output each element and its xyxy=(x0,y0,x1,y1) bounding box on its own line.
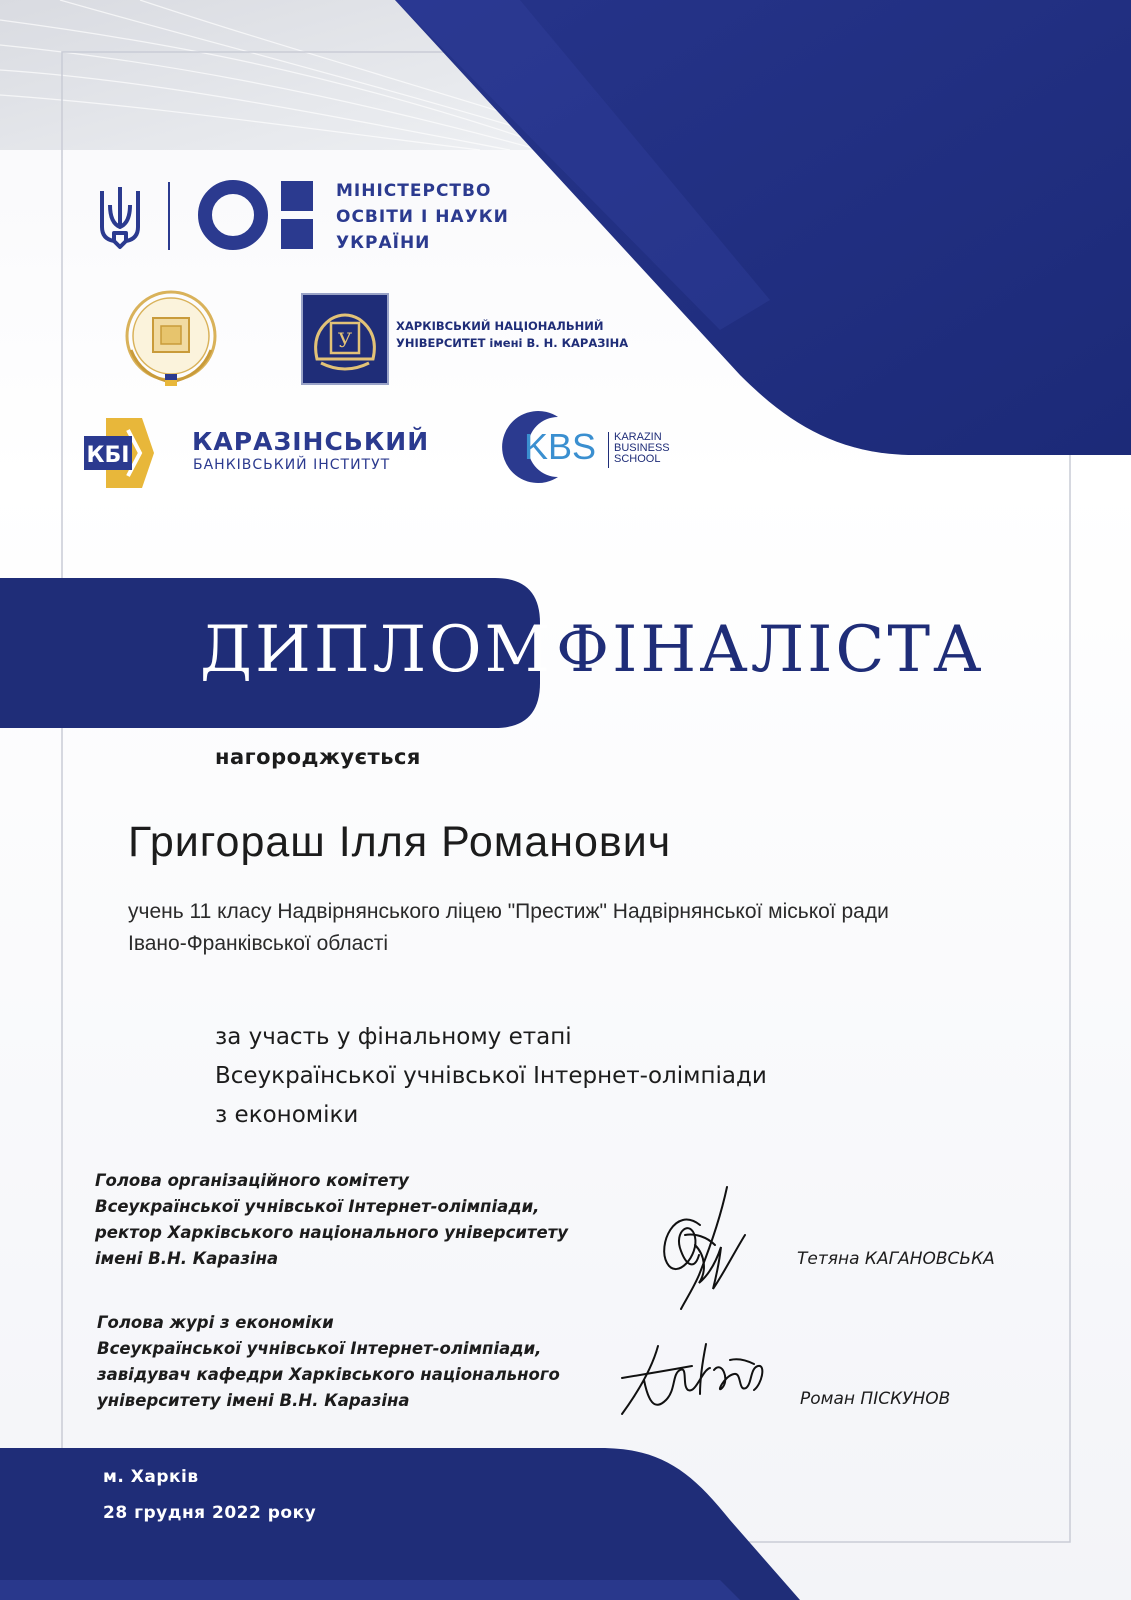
ministry-name xyxy=(336,178,566,256)
kbs-divider xyxy=(608,432,609,468)
position-line: Голова журі з економіки xyxy=(97,1313,334,1332)
diploma-title-word: ДИПЛОМ xyxy=(200,613,554,687)
kbs-name xyxy=(614,432,670,465)
gold-seal-emblem xyxy=(121,288,221,390)
emblem-letter: У xyxy=(337,328,353,352)
signatory-1-position xyxy=(95,1168,568,1272)
kbs-line: SCHOOL xyxy=(614,453,661,465)
university-line: ХАРКІВСЬКИЙ НАЦІОНАЛЬНИЙ xyxy=(396,319,604,333)
recipient-description-line: учень 11 класу Надвірнянського ліцею "Престиж" Надвірнянської міської ради xyxy=(128,900,889,923)
recipient-name: Григораш Ілля Романович xyxy=(128,818,672,866)
signatory-2-position xyxy=(97,1310,560,1414)
finalist-title-word: ФІНАЛІСТА xyxy=(556,613,985,687)
position-line: Голова організаційного комітету xyxy=(95,1171,409,1190)
position-line: університету імені В.Н. Каразіна xyxy=(97,1391,410,1410)
kbi-logo xyxy=(84,416,156,490)
signature-1 xyxy=(655,1185,755,1313)
issue-date: 28 грудня 2022 року xyxy=(103,1503,317,1523)
kbs-line: KARAZIN xyxy=(614,431,662,443)
kbi-subtitle: БАНКІВСЬКИЙ ІНСТИТУТ xyxy=(193,457,391,473)
ministry-line: ОСВІТИ І НАУКИ xyxy=(336,207,509,227)
signatory-2-name: Роман ПІСКУНОВ xyxy=(800,1389,951,1409)
position-line: ректор Харківського національного університету xyxy=(95,1223,568,1242)
position-line: завідувач кафедри Харківського національного xyxy=(97,1365,560,1384)
university-line: УНІВЕРСИТЕТ імені В. Н. КАРАЗІНА xyxy=(396,336,629,350)
trident-icon xyxy=(96,183,144,251)
signature-2 xyxy=(618,1340,774,1420)
issue-place: м. Харків xyxy=(103,1467,199,1487)
logo-divider xyxy=(168,182,170,250)
recipient-description xyxy=(128,896,1028,960)
kbs-line: BUSINESS xyxy=(614,442,670,454)
reason-line: Всеукраїнської учнівської Інтернет-олімпіади xyxy=(215,1063,767,1089)
ministry-line: МІНІСТЕРСТВО xyxy=(336,181,492,201)
university-name xyxy=(396,318,636,352)
award-reason xyxy=(215,1018,767,1135)
kbi-title: КАРАЗІНСЬКИЙ xyxy=(192,427,430,456)
kbs-logo-text: KBS xyxy=(524,426,597,467)
kbi-logo-text: КБІ xyxy=(86,443,130,468)
recipient-description-line: Івано-Франківської області xyxy=(128,932,389,955)
reason-line: з економіки xyxy=(215,1102,359,1128)
ministry-logo-icon xyxy=(196,178,316,252)
university-emblem xyxy=(301,293,389,385)
kbs-logo xyxy=(496,407,616,487)
position-line: Всеукраїнської учнівської Інтернет-олімпіади, xyxy=(95,1197,540,1216)
signatory-1-name: Тетяна КАГАНОВСЬКА xyxy=(797,1249,995,1269)
position-line: Всеукраїнської учнівської Інтернет-олімпіади, xyxy=(97,1339,542,1358)
position-line: імені В.Н. Каразіна xyxy=(95,1249,279,1268)
ministry-line: УКРАЇНИ xyxy=(336,233,431,253)
reason-line: за участь у фінальному етапі xyxy=(215,1024,572,1050)
awarded-label: нагороджується xyxy=(215,745,421,769)
